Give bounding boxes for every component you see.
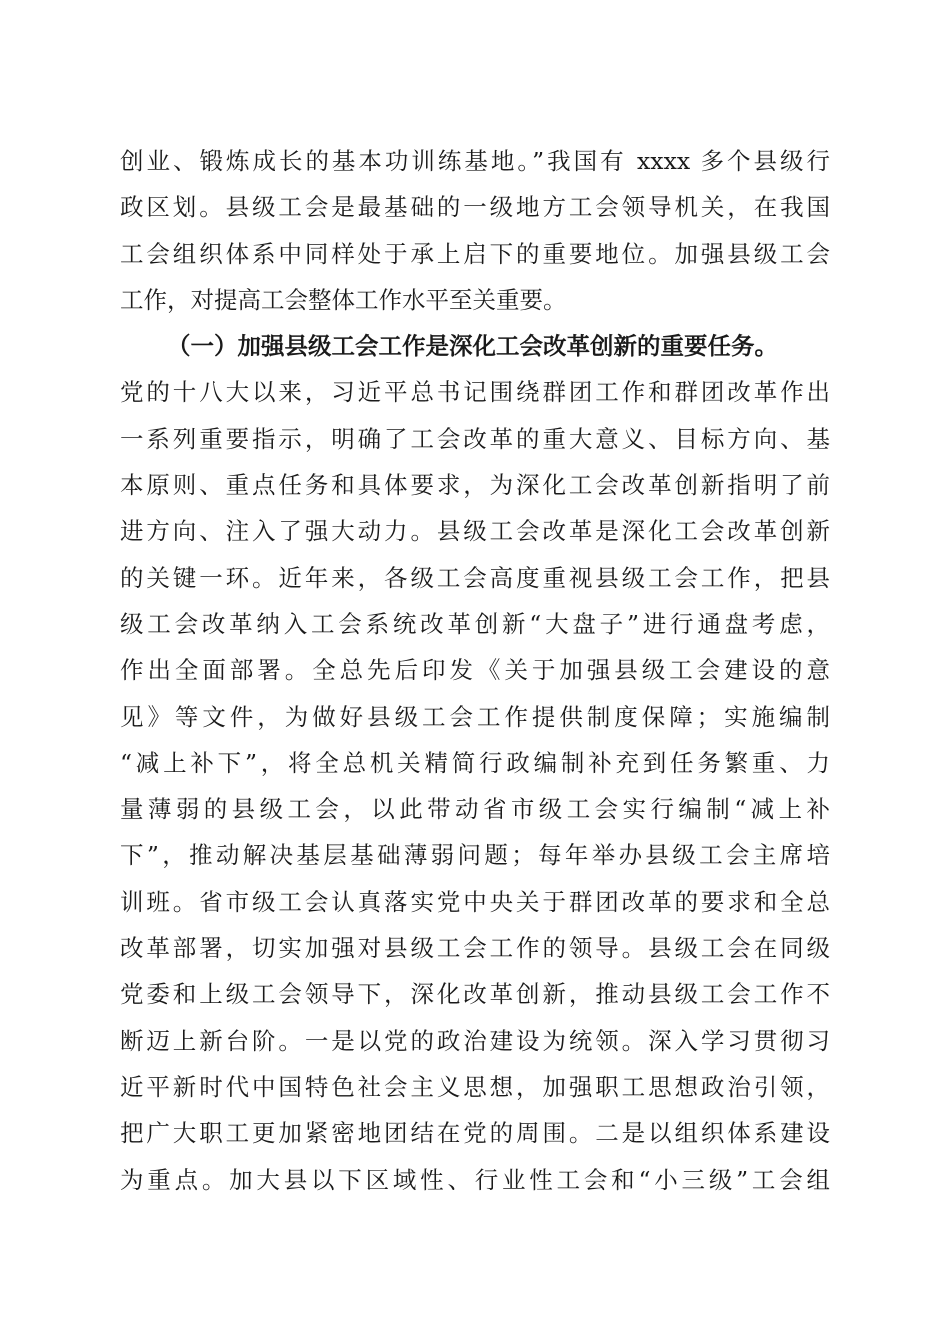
- paragraph-intro: [120, 138, 830, 323]
- text-line: 本原则、重点任务和具体要求，为深化工会改革创新指明了前: [120, 471, 830, 500]
- text-line: 工会组织体系中同样处于承上启下的重要地位。加强县级工会: [120, 239, 830, 268]
- text-line: 训班。省市级工会认真落实党中央关于群团改革的要求和全总: [120, 887, 830, 916]
- paragraph-section-1: [120, 369, 830, 1202]
- text-line: “减上补下”，将全总机关精简行政编制补充到任务繁重、力: [120, 748, 830, 777]
- text-line: 的关键一环。近年来，各级工会高度重视县级工会工作，把县: [120, 563, 830, 592]
- text-line: 一系列重要指示，明确了工会改革的重大意义、目标方向、基: [120, 424, 830, 453]
- text-line: 创业、锻炼成长的基本功训练基地。”我国有 xxxx 多个县级行: [120, 147, 830, 175]
- text-line: 党委和上级工会领导下，深化改革创新，推动县级工会工作不: [120, 980, 830, 1009]
- text-line: 级工会改革纳入工会系统改革创新“大盘子”进行通盘考虑，: [120, 609, 830, 638]
- text-line: 政区划。县级工会是最基础的一级地方工会领导机关，在我国: [120, 193, 830, 222]
- text-line: 作出全面部署。全总先后印发《关于加强县级工会建设的意: [120, 656, 830, 685]
- text-line: 改革部署，切实加强对县级工会工作的领导。县级工会在同级: [120, 934, 830, 963]
- text-line: 量薄弱的县级工会，以此带动省市级工会实行编制“减上补: [120, 795, 830, 824]
- text-line: 断迈上新台阶。一是以党的政治建设为统领。深入学习贯彻习: [120, 1026, 830, 1055]
- text-line: 进方向、注入了强大动力。县级工会改革是深化工会改革创新: [120, 517, 830, 546]
- text-line: 为重点。加大县以下区域性、行业性工会和“小三级”工会组: [120, 1165, 830, 1194]
- text-line: 近平新时代中国特色社会主义思想，加强职工思想政治引领，: [120, 1072, 830, 1101]
- text-line: 见》等文件，为做好县级工会工作提供制度保障；实施编制: [120, 702, 830, 731]
- document-body: [120, 138, 830, 1203]
- text-line: 工作，对提高工会整体工作水平至关重要。: [120, 285, 567, 314]
- section-heading: （一）加强县级工会工作是深化工会改革创新的重要任务。: [167, 332, 778, 361]
- text-line: 党的十八大以来，习近平总书记围绕群团工作和群团改革作出: [120, 378, 830, 407]
- text-line: 下”，推动解决基层基础薄弱问题；每年举办县级工会主席培: [120, 841, 830, 870]
- text-line: 把广大职工更加紧密地团结在党的周围。二是以组织体系建设: [120, 1119, 830, 1148]
